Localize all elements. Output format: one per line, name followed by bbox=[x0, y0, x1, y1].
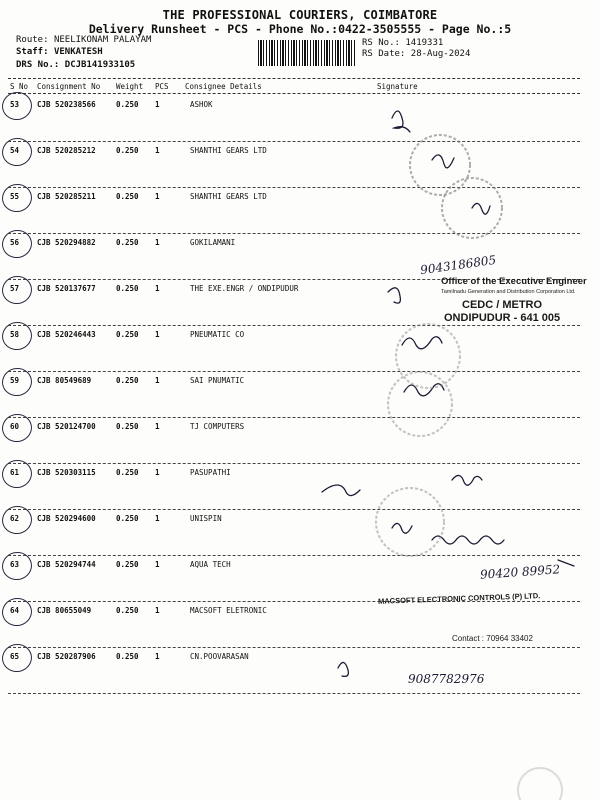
stamp-macsoft-line2: Contact : 70964 33402 bbox=[452, 634, 533, 643]
row-weight: 0.250 bbox=[116, 376, 139, 385]
col-consignee: Consignee Details bbox=[185, 82, 262, 91]
row-pcs: 1 bbox=[155, 560, 160, 569]
row-consignment: CJB 520238566 bbox=[37, 100, 96, 109]
signature-mark bbox=[402, 337, 442, 349]
row-pcs: 1 bbox=[155, 284, 160, 293]
row-pcs: 1 bbox=[155, 606, 160, 615]
row-sno: 60 bbox=[10, 422, 20, 431]
rs-no-value: 1419331 bbox=[405, 38, 444, 48]
stamp-ondipudur-line2: Tamilnadu Generation and Distribution Corporation Ltd. bbox=[441, 289, 576, 295]
route-label: Route: bbox=[16, 35, 49, 45]
round-stamp bbox=[410, 135, 470, 195]
row-sno: 62 bbox=[10, 514, 20, 523]
rs-date-label: RS Date: bbox=[362, 49, 406, 59]
row-sno: 56 bbox=[10, 238, 20, 247]
col-pcs: PCS bbox=[155, 82, 169, 91]
round-stamp bbox=[376, 488, 444, 556]
row-weight: 0.250 bbox=[116, 560, 139, 569]
signature-mark bbox=[432, 536, 504, 544]
row-consignee: MACSOFT ELETRONIC bbox=[190, 606, 267, 615]
row-consignment: CJB 80549689 bbox=[37, 376, 92, 385]
row-consignment: CJB 520294744 bbox=[37, 560, 96, 569]
row-consignee: SHANTHI GEARS LTD bbox=[190, 146, 267, 155]
row-consignment: CJB 520124700 bbox=[37, 422, 96, 431]
row-sno: 61 bbox=[10, 468, 20, 477]
row-weight: 0.250 bbox=[116, 468, 139, 477]
round-stamp bbox=[388, 372, 452, 436]
row-consignee: CN.POOVARASAN bbox=[190, 652, 249, 661]
rs-date-value: 28-Aug-2024 bbox=[410, 49, 471, 59]
row-sno: 57 bbox=[10, 284, 20, 293]
row-consignment: CJB 520246443 bbox=[37, 330, 96, 339]
runsheet-subtitle: Delivery Runsheet - PCS - Phone No.:0422-3505555 - Page No.:5 bbox=[88, 22, 512, 36]
row-pcs: 1 bbox=[155, 330, 160, 339]
company-name: THE PROFESSIONAL COURIERS, COIMBATORE bbox=[162, 8, 438, 22]
signature-mark bbox=[452, 475, 482, 485]
row-weight: 0.250 bbox=[116, 100, 139, 109]
row-pcs: 1 bbox=[155, 514, 160, 523]
signature-mark bbox=[338, 662, 348, 676]
row-pcs: 1 bbox=[155, 468, 160, 477]
row-consignment: CJB 80655049 bbox=[37, 606, 92, 615]
signature-mark bbox=[404, 384, 444, 396]
row-consignment: CJB 520294600 bbox=[37, 514, 96, 523]
row-weight: 0.250 bbox=[116, 652, 139, 661]
staff-label: Staff: bbox=[16, 47, 49, 57]
row-pcs: 1 bbox=[155, 376, 160, 385]
row-pcs: 1 bbox=[155, 238, 160, 247]
row-pcs: 1 bbox=[155, 652, 160, 661]
row-weight: 0.250 bbox=[116, 422, 139, 431]
row-consignee: ASHOK bbox=[190, 100, 213, 109]
rs-no-label: RS No.: bbox=[362, 38, 400, 48]
row-sno: 55 bbox=[10, 192, 20, 201]
row-weight: 0.250 bbox=[116, 192, 139, 201]
row-consignee: SAI PNUMATIC bbox=[190, 376, 245, 385]
route-value: NEELIKONAM PALAYAM bbox=[53, 35, 152, 45]
col-signature: Signature bbox=[377, 82, 418, 91]
drs-label: DRS No.: bbox=[16, 60, 60, 70]
col-consignment: Consignment No bbox=[37, 82, 101, 91]
row-pcs: 1 bbox=[155, 100, 160, 109]
row-sno: 59 bbox=[10, 376, 20, 385]
row-pcs: 1 bbox=[155, 146, 160, 155]
row-weight: 0.250 bbox=[116, 514, 139, 523]
row-consignee: PNEUMATIC CO bbox=[190, 330, 245, 339]
row-sno: 54 bbox=[10, 146, 20, 155]
signature-mark bbox=[558, 560, 574, 566]
signature-mark bbox=[432, 155, 454, 168]
row-sno: 64 bbox=[10, 606, 20, 615]
row-weight: 0.250 bbox=[116, 606, 139, 615]
row-sno: 63 bbox=[10, 560, 20, 569]
stamp-macsoft-line1: MACSOFT ELECTRONIC CONTROLS (P) LTD. bbox=[377, 591, 541, 606]
row-sno: 58 bbox=[10, 330, 20, 339]
row-weight: 0.250 bbox=[116, 330, 139, 339]
row-consignee: PASUPATHI bbox=[190, 468, 231, 477]
round-stamp bbox=[396, 324, 460, 388]
row-consignee: TJ COMPUTERS bbox=[190, 422, 245, 431]
staff-value: VENKATESH bbox=[53, 47, 103, 57]
row-weight: 0.250 bbox=[116, 146, 139, 155]
row-pcs: 1 bbox=[155, 422, 160, 431]
row-sno: 65 bbox=[10, 652, 20, 661]
row-consignee: GOKILAMANI bbox=[190, 238, 236, 247]
row-weight: 0.250 bbox=[116, 238, 139, 247]
signature-mark bbox=[392, 111, 410, 132]
handwritten-phone-poovarasan: 9087782976 bbox=[408, 672, 485, 686]
row-consignee: SHANTHI GEARS LTD bbox=[190, 192, 267, 201]
signature-mark bbox=[388, 288, 400, 303]
row-weight: 0.250 bbox=[116, 284, 139, 293]
signature-mark bbox=[392, 523, 412, 533]
handwritten-phone-aqua: 90420 89952 bbox=[479, 562, 561, 582]
round-stamp bbox=[518, 768, 562, 800]
signature-mark bbox=[472, 203, 490, 214]
signature-mark bbox=[322, 485, 360, 496]
handwritten-phone-gokilamani: 9043186805 bbox=[419, 252, 497, 278]
row-consignment: CJB 520285212 bbox=[37, 146, 96, 155]
col-sno: S No bbox=[10, 82, 29, 91]
stamp-ondipudur-line3: CEDC / METRO bbox=[462, 299, 543, 311]
row-consignment: CJB 520285211 bbox=[37, 192, 96, 201]
row-consignment: CJB 520294882 bbox=[37, 238, 96, 247]
row-consignee: THE EXE.ENGR / ONDIPUDUR bbox=[190, 284, 299, 293]
row-consignment: CJB 520287906 bbox=[37, 652, 96, 661]
row-consignee: UNISPIN bbox=[190, 514, 222, 523]
row-pcs: 1 bbox=[155, 192, 160, 201]
row-consignment: CJB 520137677 bbox=[37, 284, 96, 293]
row-sno: 53 bbox=[10, 100, 20, 109]
stamp-ondipudur-line1: Office of the Executive Engineer bbox=[441, 276, 587, 287]
col-weight: Weight bbox=[116, 82, 144, 91]
row-consignment: CJB 520303115 bbox=[37, 468, 96, 477]
row-consignee: AQUA TECH bbox=[190, 560, 231, 569]
stamp-ondipudur-line4: ONDIPUDUR - 641 005 bbox=[444, 312, 561, 324]
drs-value: DCJB141933105 bbox=[64, 60, 136, 70]
